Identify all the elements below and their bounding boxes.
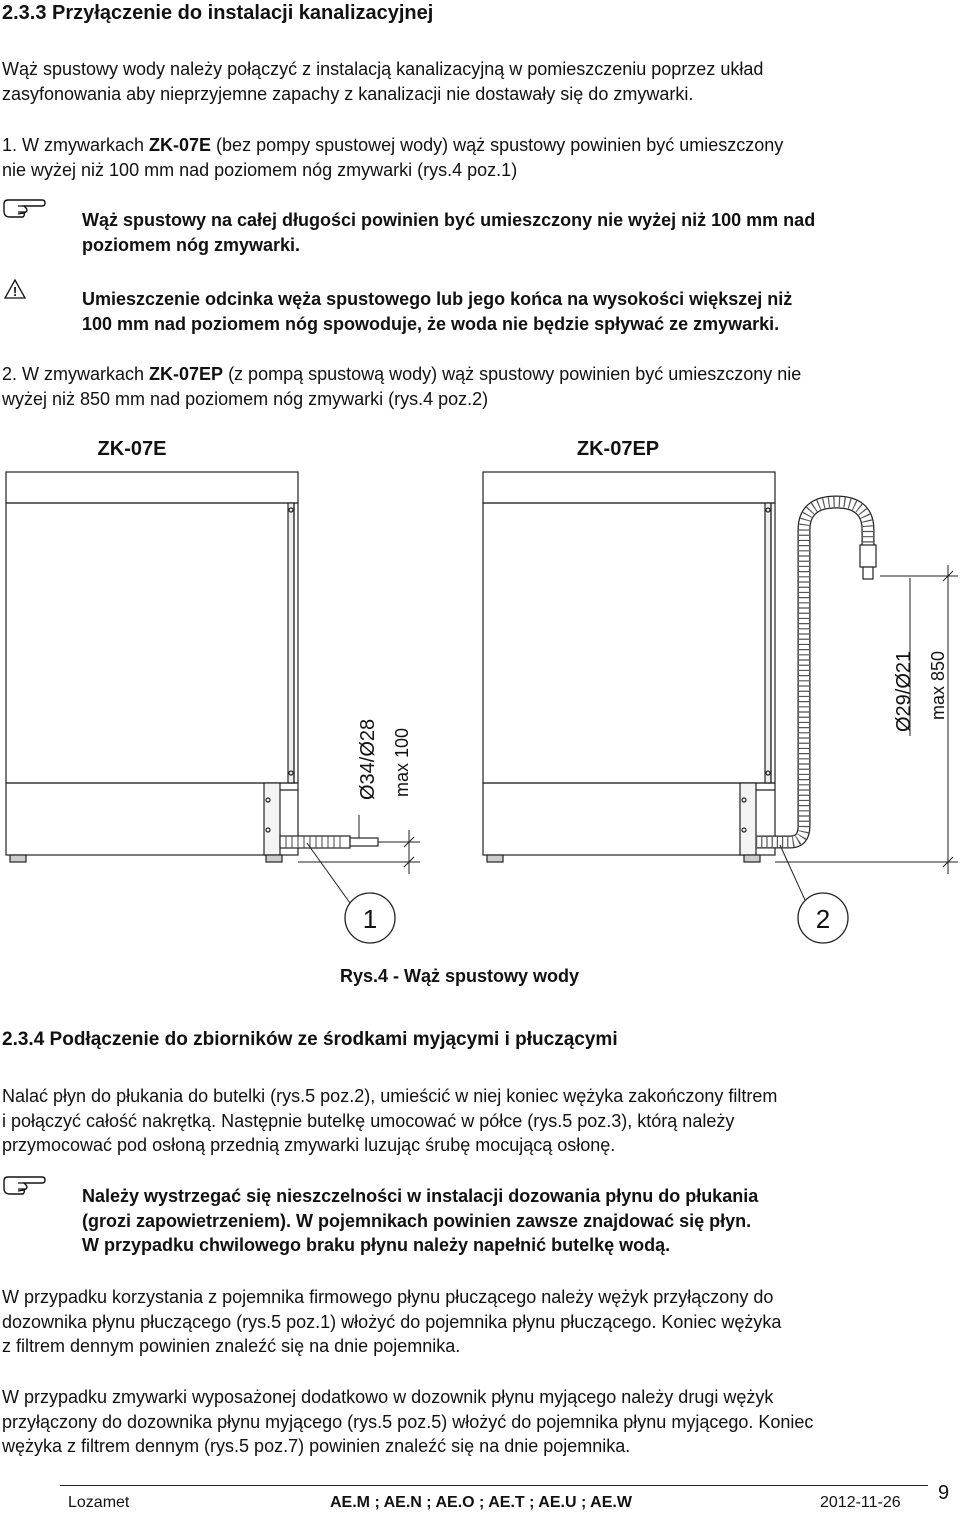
footer-company: Lozamet: [68, 1494, 130, 1511]
note-2: [82, 1184, 758, 1258]
dishwasher-left: [6, 472, 298, 862]
intro-paragraph: [2, 57, 763, 106]
figure-label-zk07e: ZK-07E: [97, 438, 167, 460]
callout-1-label: 1: [362, 904, 378, 934]
callout-2: [780, 845, 848, 943]
item1-line-2: nie wyżej niż 100 mm nad poziomem nóg zmywarki (rys.4 poz.1): [2, 159, 518, 180]
drain-hose-right: [756, 502, 876, 842]
list-item-1: [2, 133, 783, 182]
p1-line-1: Nalać płyn do płukania do butelki (rys.5 poz.2), umieścić w niej koniec wężyka zakończony filtrem: [2, 1086, 778, 1106]
p3-line-2: przyłączony do dozownika płynu myjącego (rys.5 poz.5) włożyć do pojemnika płynu myjącego. Koniec: [2, 1411, 814, 1432]
warn1-line-2: 100 mm nad poziomem nóg spowoduje, że woda nie będzie spływać ze zmywarki.: [82, 313, 780, 334]
item2-prefix: 2. W zmywarkach: [2, 364, 150, 384]
p1-line-3: przymocować pod osłoną przednią zmywarki luzując śrubę mocującą osłonę.: [2, 1135, 616, 1155]
pointing-hand-icon-2: [2, 1173, 46, 1197]
item1-line1-rest: (bez pompy spustowej wody) wąż spustowy powinien być umieszczony: [211, 135, 784, 155]
paragraph-3: [2, 1385, 813, 1459]
p2-line-1: W przypadku korzystania z pojemnika firmowego płynu płuczącego należy wężyk przyłączony do: [2, 1287, 774, 1307]
item2-line1-rest: (z pompą spustową wody) wąż spustowy powinien być umieszczony nie: [223, 364, 802, 384]
intro-line-1: Wąż spustowy wody należy połączyć z instalacją kanalizacyjną w pomieszczeniu poprzez układ: [2, 59, 764, 79]
intro-line-2: zasyfonowania aby nieprzyjemne zapachy z kanalizacji nie dostawały się do zmywarki.: [2, 83, 694, 104]
hose-diameter-right: Ø29/Ø21: [893, 650, 915, 732]
note-1: [82, 208, 815, 257]
item2-model: ZK-07EP: [149, 364, 224, 384]
p3-line-1: W przypadku zmywarki wyposażonej dodatkowo w dozownik płynu myjącego należy drugi wężyk: [2, 1387, 774, 1407]
note2-line-3: W przypadku chwilowego braku płynu należy napełnić butelkę wodą.: [82, 1235, 671, 1255]
footer-date: 2012-11-26: [820, 1494, 901, 1511]
note2-line-1: Należy wystrzegać się nieszczelności w instalacji dozowania płynu do płukania: [82, 1186, 759, 1206]
footer-models: AE.M ; AE.N ; AE.O ; AE.T ; AE.U ; AE.W: [330, 1494, 632, 1511]
paragraph-1: [2, 1084, 777, 1158]
callout-2-label: 2: [815, 904, 831, 934]
footer-rule: [60, 1485, 928, 1486]
pointing-hand-icon: [2, 196, 46, 220]
p3-line-3: wężyka z filtrem dennym (rys.5 poz.7) powinien znaleźć się na dnie pojemnika.: [2, 1436, 631, 1456]
figure-caption: Rys.4 - Wąż spustowy wody: [340, 966, 580, 986]
figure-label-zk07ep: ZK-07EP: [576, 438, 660, 460]
p1-line-2: i połączyć całość nakrętką. Następnie butelkę umocować w półce (rys.5 poz.3), którą należy: [2, 1110, 735, 1131]
max-height-left: max 100: [392, 727, 412, 797]
item1-model: ZK-07E: [149, 135, 212, 155]
max-height-right: max 850: [928, 650, 948, 720]
note1-line-1: Wąż spustowy na całej długości powinien być umieszczony nie wyżej niż 100 mm nad: [82, 210, 816, 230]
item1-prefix: 1. W zmywarkach: [2, 135, 150, 155]
drain-hose-figure: [0, 425, 960, 960]
p2-line-2: dozownika płynu płuczącego (rys.5 poz.1) włożyć do pojemnika płynu płuczącego. Koniec wężyka: [2, 1311, 782, 1332]
paragraph-2: [2, 1285, 781, 1359]
section-title-2-3-3: 2.3.3 Przyłączenie do instalacji kanalizacyjnej: [2, 2, 434, 24]
drain-hose-left: [280, 836, 378, 848]
warning-icon: [4, 279, 26, 299]
callout-1: [307, 843, 395, 943]
list-item-2: [2, 362, 801, 411]
note1-line-2: poziomem nóg zmywarki.: [82, 234, 301, 255]
hose-diameter-left: Ø34/Ø28: [357, 718, 379, 800]
dishwasher-right: [483, 472, 775, 862]
p2-line-3: z filtrem dennym powinien znaleźć się na dnie pojemnika.: [2, 1336, 461, 1356]
warn1-line-1: Umieszczenie odcinka węża spustowego lub jego końca na wysokości większej niż: [82, 289, 793, 309]
item2-line-2: wyżej niż 850 mm nad poziomem nóg zmywarki (rys.4 poz.2): [2, 388, 489, 409]
svg-text:!: !: [12, 284, 18, 299]
section-title-2-3-4: 2.3.4 Podłączenie do zbiorników ze środkami myjącymi i płuczącymi: [2, 1029, 618, 1050]
page-number: 9: [938, 1482, 950, 1504]
warning-1: [82, 287, 792, 336]
note2-line-2: (grozi zapowietrzeniem). W pojemnikach powinien zawsze znajdować się płyn.: [82, 1210, 752, 1231]
